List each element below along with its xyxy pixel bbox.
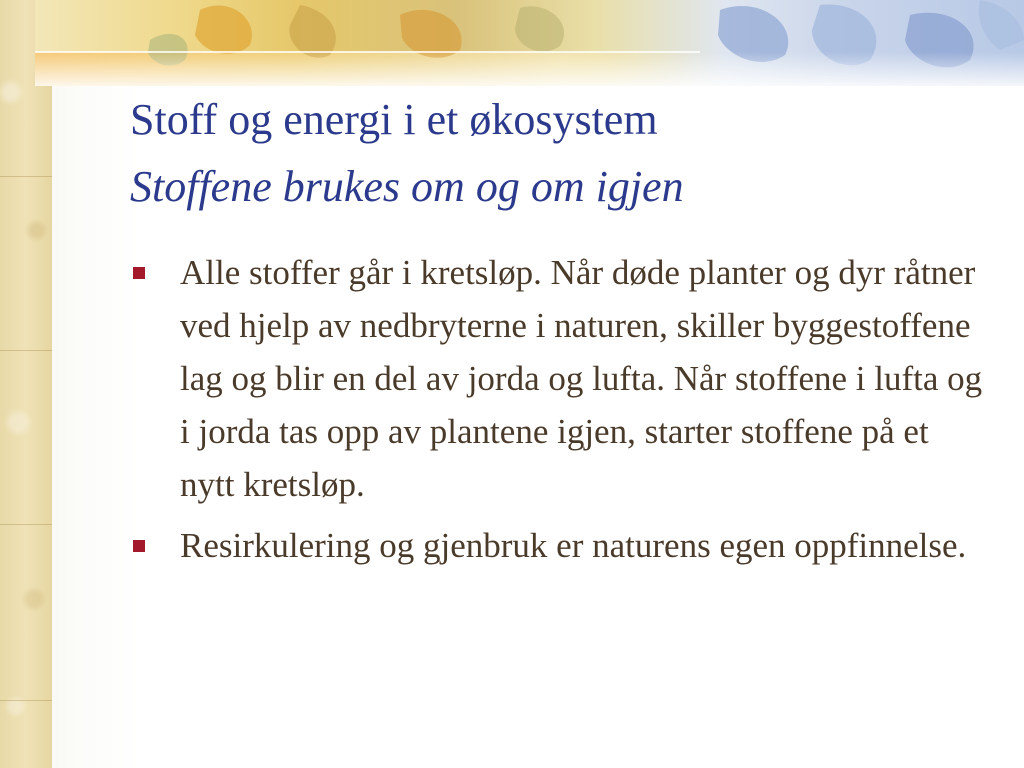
- slide-title: [130, 95, 990, 145]
- slide-subtitle: [130, 162, 990, 212]
- bullet-item: [180, 246, 985, 511]
- bullet-marker: [133, 540, 145, 552]
- bullet-text: Resirkulering og gjenbruk er naturens egen oppfinnelse.: [180, 526, 967, 565]
- subtitle-text: Stoffene brukes om og om igjen: [130, 162, 684, 211]
- bullet-item: [180, 519, 985, 572]
- bullet-list: [180, 246, 985, 572]
- decorative-banner: [0, 0, 1024, 86]
- parchment-border: [0, 0, 52, 768]
- title-text: Stoff og energi i et økosystem: [130, 95, 658, 144]
- bullet-text: Alle stoffer går i kretsløp. Når døde planter og dyr råtner ved hjelp av nedbryterne i naturen, skiller byggestoffene lag og blir en del av jorda og lufta. Når stoffene i lufta og i jorda tas opp av plantene igjen, starter stoffene på et nytt kretsløp.: [180, 253, 983, 504]
- bullet-marker: [133, 267, 145, 279]
